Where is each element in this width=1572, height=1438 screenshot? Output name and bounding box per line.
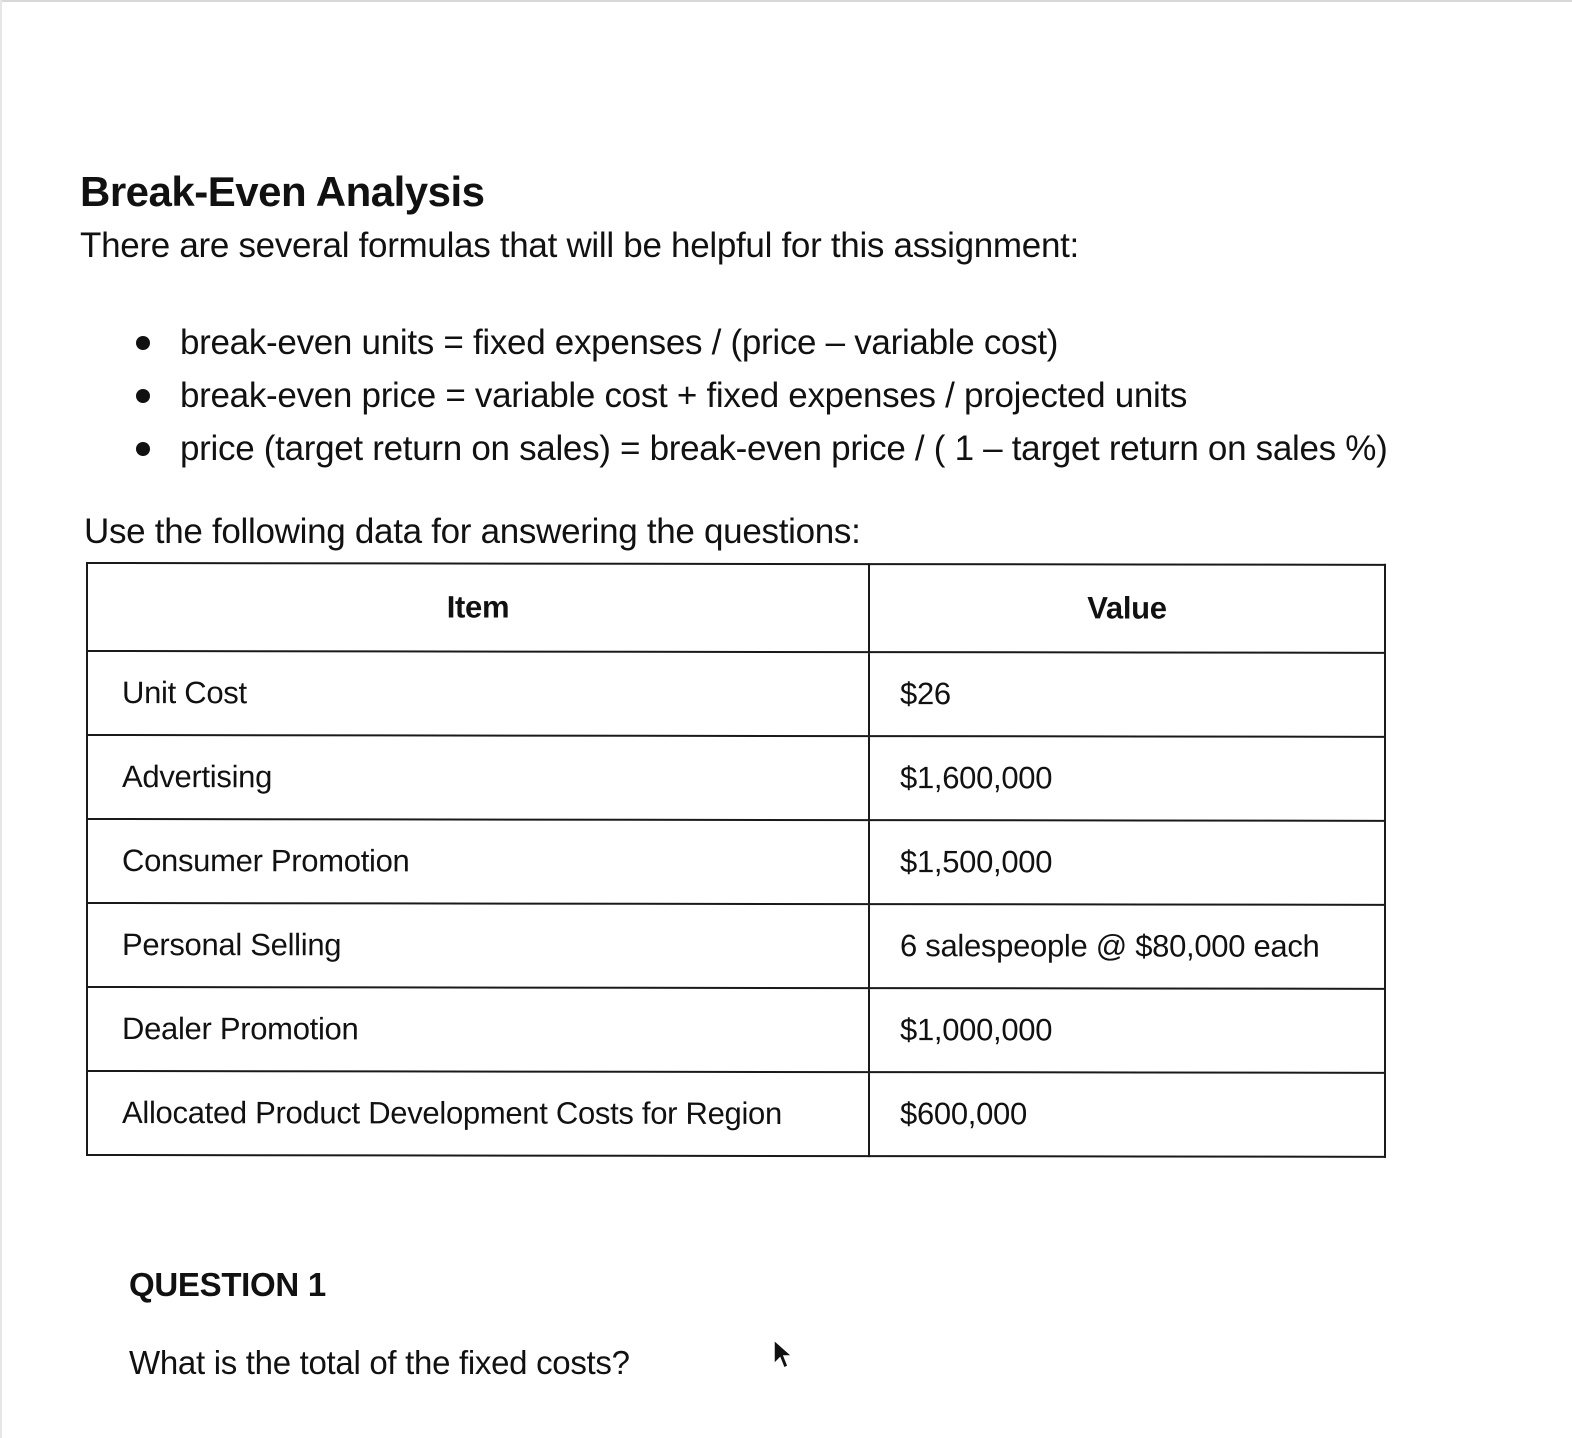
item-cell: Allocated Product Development Costs for Region [87, 1071, 869, 1156]
question-heading: QUESTION 1 [129, 1266, 326, 1303]
column-header-item: Item [87, 563, 869, 652]
column-header-value: Value [869, 564, 1385, 653]
bullet-icon [136, 336, 150, 350]
page-edge-left [0, 0, 2, 1438]
item-cell: Dealer Promotion [87, 987, 869, 1072]
bullet-icon [136, 389, 150, 403]
intro-text: There are several formulas that will be helpful for this assignment: [80, 226, 1079, 265]
value-cell: $600,000 [869, 1072, 1385, 1157]
table-row [87, 735, 1385, 821]
page-title: Break-Even Analysis [80, 168, 485, 215]
question-text: What is the total of the fixed costs? [129, 1344, 630, 1381]
table-row [87, 903, 1385, 989]
value-cell: $26 [869, 652, 1385, 737]
value-cell: $1,600,000 [869, 736, 1385, 821]
data-table [86, 562, 1386, 1158]
mouse-pointer-icon [772, 1338, 794, 1372]
table-row [87, 1071, 1385, 1157]
item-cell: Consumer Promotion [87, 819, 869, 904]
table-header-row [87, 563, 1385, 653]
page-edge-top [0, 0, 1572, 2]
formula-item [130, 316, 1387, 369]
item-cell: Unit Cost [87, 651, 869, 736]
formula-text: price (target return on sales) = break-even price / ( 1 – target return on sales %) [180, 428, 1388, 468]
formula-text: break-even units = fixed expenses / (price – variable cost) [180, 322, 1059, 362]
bullet-icon [136, 442, 150, 456]
value-cell: $1,000,000 [869, 988, 1385, 1073]
value-cell: $1,500,000 [869, 820, 1385, 905]
formula-list [130, 316, 1387, 475]
item-cell: Personal Selling [87, 903, 869, 988]
item-cell: Advertising [87, 735, 869, 820]
formula-item [130, 422, 1387, 475]
table-row [87, 651, 1385, 737]
data-intro-text: Use the following data for answering the questions: [84, 512, 861, 551]
table-row [87, 987, 1385, 1073]
value-cell: 6 salespeople @ $80,000 each [869, 904, 1385, 989]
formula-text: break-even price = variable cost + fixed expenses / projected units [180, 375, 1188, 415]
formula-item [130, 369, 1387, 422]
table-row [87, 819, 1385, 905]
